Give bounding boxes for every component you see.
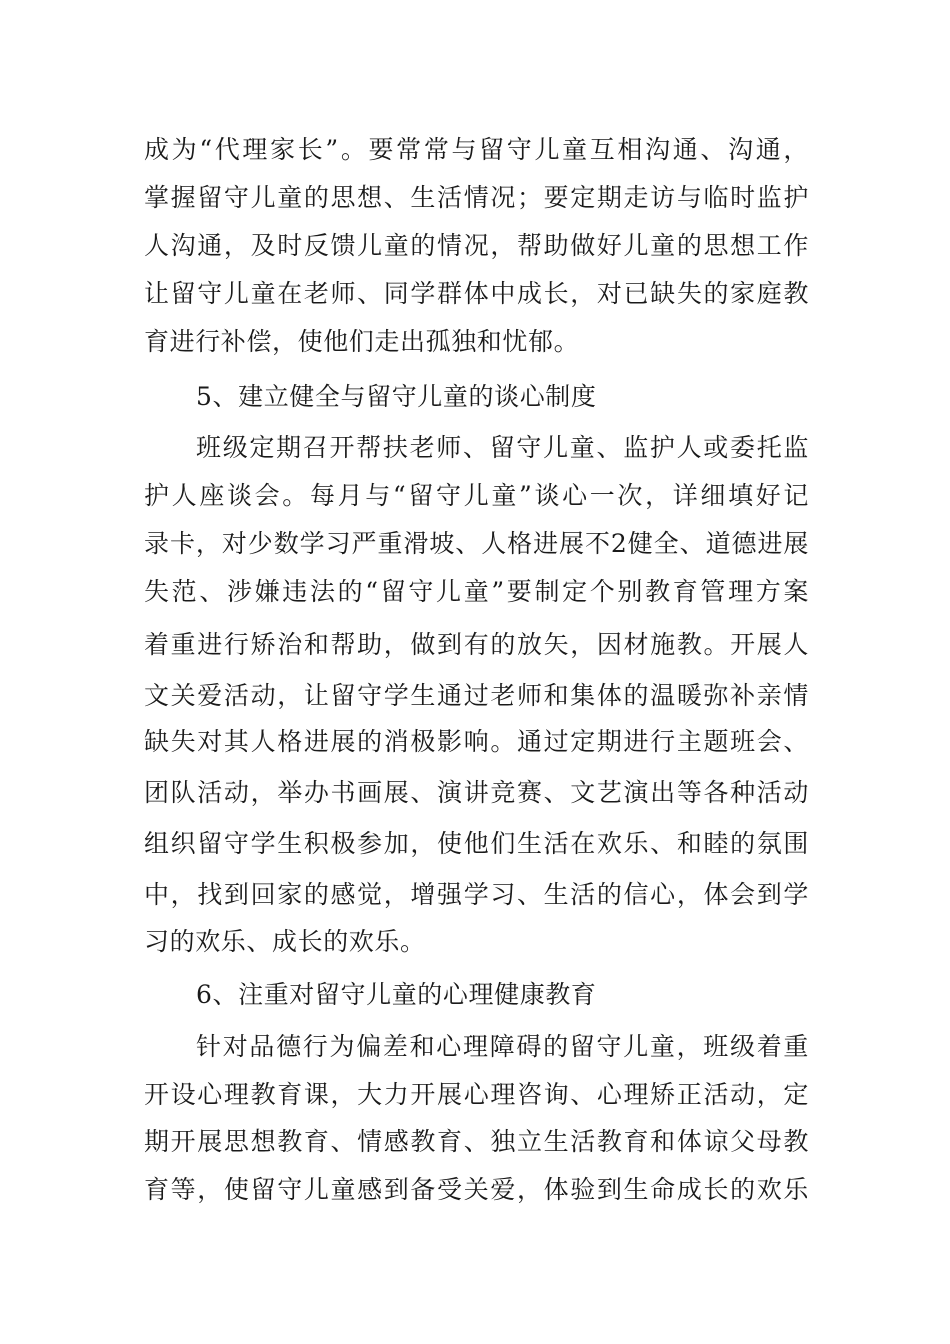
text-line: 人沟通，及时反馈儿童的情况，帮助做好儿童的思想工作 bbox=[144, 231, 809, 260]
text-line: 团队活动，举办书画展、演讲竞赛、文艺演出等各种活动 bbox=[144, 778, 809, 807]
text-line: 掌握留守儿童的思想、生活情况；要定期走访与临时监护 bbox=[144, 183, 809, 212]
text-line: 失范、涉嫌违法的“留守儿童”要制定个别教育管理方案 bbox=[144, 577, 809, 606]
text-line: 针对品德行为偏差和心理障碍的留守儿童，班级着重 bbox=[196, 1032, 809, 1061]
text-line: 让留守儿童在老师、同学群体中成长，对已缺失的家庭教 bbox=[144, 279, 809, 308]
text-line: 成为“代理家长”。要常常与留守儿童互相沟通、沟通， bbox=[144, 135, 809, 164]
text-line: 育等，使留守儿童感到备受关爱，体验到生命成长的欢乐 bbox=[144, 1175, 809, 1204]
text-line: 开设心理教育课，大力开展心理咨询、心理矫正活动，定 bbox=[144, 1080, 809, 1109]
text-line: 育进行补偿，使他们走出孤独和忧郁。 bbox=[144, 327, 580, 356]
text-line: 期开展思想教育、情感教育、独立生活教育和体谅父母教 bbox=[144, 1127, 809, 1156]
section-heading: 5、建立健全与留守儿童的谈心制度 bbox=[196, 382, 597, 411]
text-line: 组织留守学生积极参加，使他们生活在欢乐、和睦的氛围 bbox=[144, 829, 809, 858]
section-heading: 6、注重对留守儿童的心理健康教育 bbox=[196, 980, 597, 1009]
text-line: 习的欢乐、成长的欢乐。 bbox=[144, 927, 426, 956]
text-line: 护人座谈会。每月与“留守儿童”谈心一次，详细填好记 bbox=[144, 481, 809, 510]
text-line: 缺失对其人格进展的消极影响。通过定期进行主题班会、 bbox=[144, 727, 809, 756]
text-line: 班级定期召开帮扶老师、留守儿童、监护人或委托监 bbox=[196, 433, 809, 462]
text-line: 文关爱活动，让留守学生通过老师和集体的温暖弥补亲情 bbox=[144, 681, 809, 710]
text-line: 录卡，对少数学习严重滑坡、人格进展不2健全、道德进展 bbox=[144, 529, 809, 558]
text-line: 着重进行矫治和帮助，做到有的放矢，因材施教。开展人 bbox=[144, 630, 809, 659]
text-line: 中，找到回家的感觉，增强学习、生活的信心，体会到学 bbox=[144, 880, 809, 909]
